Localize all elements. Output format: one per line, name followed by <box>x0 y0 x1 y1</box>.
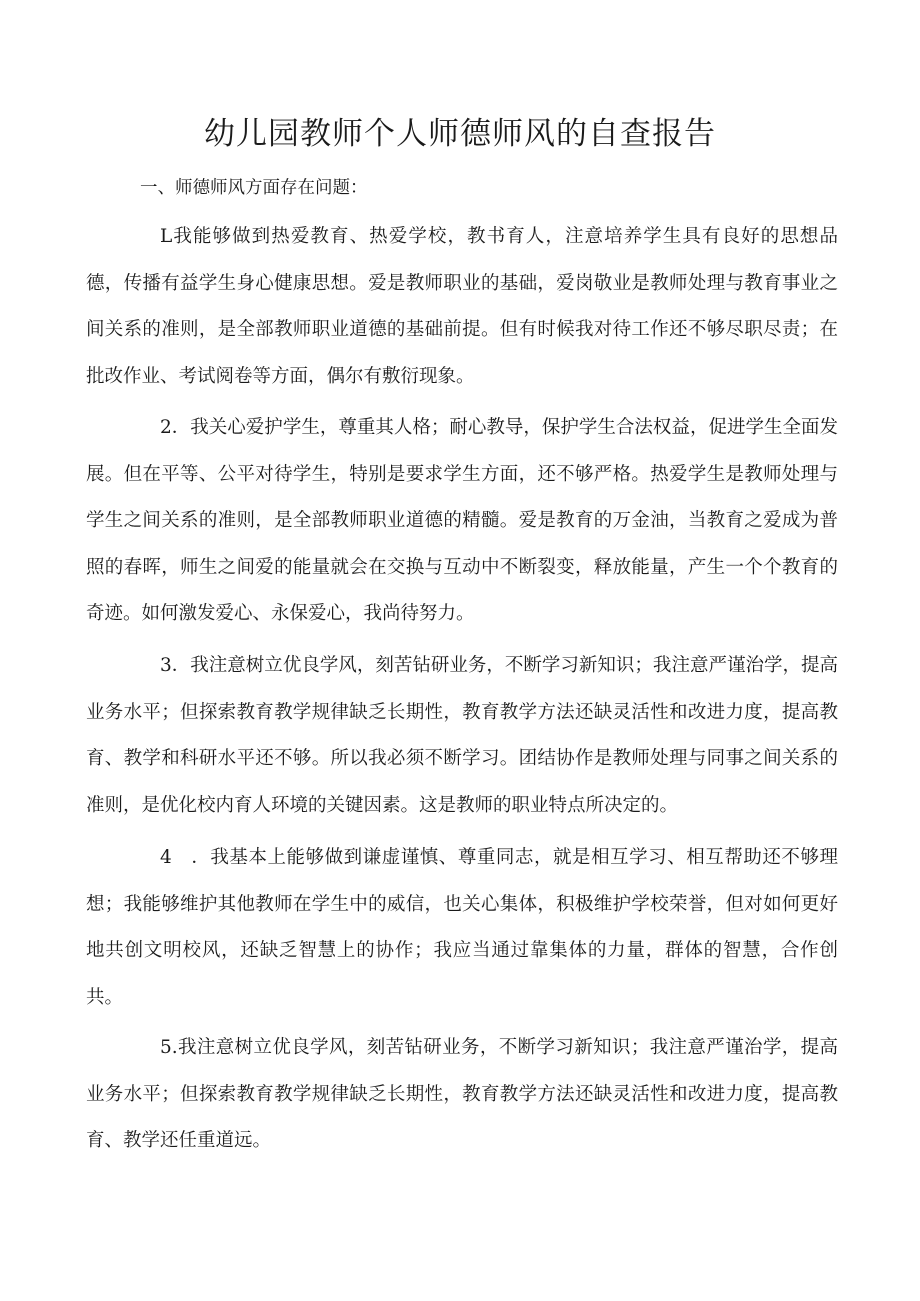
paragraph-5: 5.我注意树立优良学风，刻苦钻研业务，不断学习新知识；我注意严谨治学，提高业务水平；但探索教育教学规律缺乏长期性，教育教学方法还缺灵活性和改进力度，提高教育、教学还任重道远。 <box>86 1037 838 1151</box>
paragraph-4: 4 ．我基本上能够做到谦虚谨慎、尊重同志，就是相互学习、相互帮助还不够理想；我能够维护其他教师在学生中的威信，也关心集体，积极维护学校荣誉，但对如何更好地共创文明校风，还缺乏智慧上的协作；我应当通过靠集体的力量，群体的智慧，合作创共。 <box>86 847 838 1008</box>
paragraph-3: 3．我注意树立优良学风，刻苦钻研业务，不断学习新知识；我注意严谨治学，提高业务水平；但探索教育教学规律缺乏长期性，教育教学方法还缺灵活性和改进力度，提高教育、教学和科研水平还不够。所以我必须不断学习。团结协作是教师处理与同事之间关系的准则，是优化校内育人环境的关键因素。这是教师的职业特点所决定的。 <box>86 655 838 816</box>
paragraph-2: 2．我关心爱护学生，尊重其人格；耐心教导，保护学生合法权益，促进学生全面发展。但在平等、公平对待学生，特别是要求学生方面，还不够严格。热爱学生是教师处理与学生之间关系的准则，是全部教师职业道德的精髓。爱是教育的万金油，当教育之爱成为普照的春晖，师生之间爱的能量就会在交换与互动中不断裂变，释放能量，产生一个个教育的奇迹。如何激发爱心、永保爱心，我尚待努力。 <box>86 417 838 624</box>
section-heading: 一、师德师风方面存在问题： <box>140 178 368 198</box>
paragraph-1: L我能够做到热爱教育、热爱学校，教书育人，注意培养学生具有良好的思想品德，传播有益学生身心健康思想。爱是教师职业的基础，爱岗敬业是教师处理与教育事业之间关系的准则，是全部教师职业道德的基础前提。但有时候我对待工作还不够尽职尽责；在批改作业、考试阅卷等方面，偶尔有敷衍现象。 <box>86 226 838 387</box>
document-title: 幼儿园教师个人师德师风的自查报告 <box>204 116 716 152</box>
